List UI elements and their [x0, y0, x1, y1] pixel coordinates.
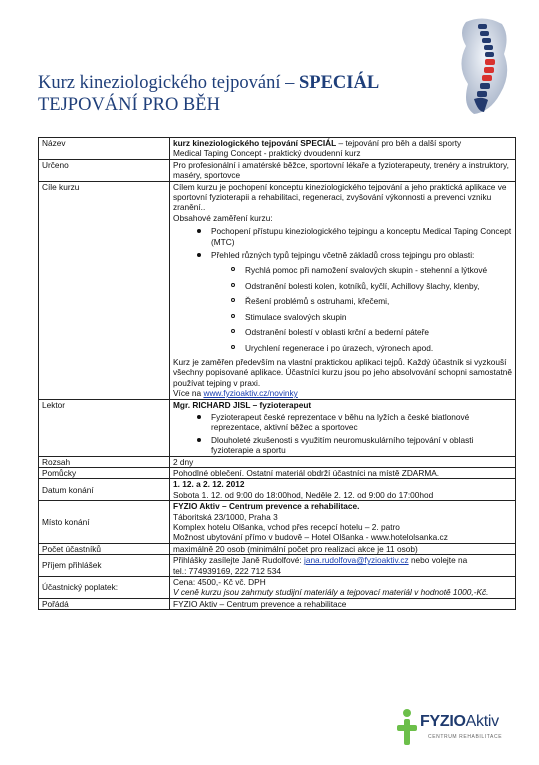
- label-datum: Datum konání: [39, 479, 170, 501]
- cile-obsah-title: Obsahové zaměření kurzu:: [173, 212, 273, 223]
- label-cile: Cíle kurzu: [39, 181, 170, 399]
- value-rozsah: 2 dny: [170, 456, 516, 467]
- label-rozsah: Rozsah: [39, 456, 170, 467]
- lektor-bullet-1: Fyzioterapeut české reprezentace v běhu na lyžích a české biatlonové reprezentace, aktivní běžec a sportovec: [173, 412, 512, 433]
- value-poplatek: [170, 577, 516, 599]
- cile-sub-5: Odstranění bolestí v oblasti krční a bederní páteře: [173, 327, 512, 337]
- value-pocet: maximálně 20 osob (minimální počet pro realizaci akce je 11 osob): [170, 543, 516, 554]
- lektor-name: Mgr. RICHARD JISL – fyzioterapeut: [173, 399, 312, 410]
- row-porada: [39, 598, 516, 609]
- spine-illustration: [444, 14, 524, 116]
- cile-bullet-1: Pochopení přístupu kineziologického tejpingu a konceptu Medical Taping Concept (MTC): [173, 226, 512, 247]
- email-link[interactable]: jana.rudolfova@fyzioaktiv.cz: [303, 555, 409, 566]
- label-urceno: Určeno: [39, 159, 170, 181]
- row-prijem: [39, 555, 516, 577]
- label-nazev: Název: [39, 138, 170, 160]
- cile-sub-4: Stimulace svalových skupin: [173, 312, 512, 322]
- cile-sub-3: Řešení problémů s ostruhami, křečemi,: [173, 296, 512, 306]
- row-pocet: [39, 543, 516, 554]
- nazev-line2: Medical Taping Concept - praktický dvoudenní kurz: [173, 148, 361, 159]
- datum-line2: Sobota 1. 12. od 9:00 do 18:00hod, Neděle 2. 12. od 9:00 do 17:00hod: [173, 489, 434, 500]
- row-cile: [39, 181, 516, 399]
- label-lektor: Lektor: [39, 399, 170, 456]
- novinky-link[interactable]: www.fyzioaktiv.cz/novinky: [203, 388, 298, 399]
- cile-sub-6: Urychlení regenerace i po úrazech, výronech apod.: [173, 343, 512, 353]
- value-nazev: [170, 138, 516, 160]
- cile-sublist: [173, 265, 512, 352]
- label-prijem: Příjem přihlášek: [39, 555, 170, 577]
- misto-line3: Komplex hotelu Olšanka, vchod přes recepcí hotelu – 2. patro: [173, 522, 400, 532]
- cile-closing: Kurz je zaměřen především na vlastní praktickou aplikaci tejpů. Každý účastník si vyzkouší všechny popisované aplikace. Účastníci kurzu jsou po jeho absolvování schopni samostatně používat tejping v praxi.: [173, 356, 512, 388]
- row-urceno: [39, 159, 516, 181]
- row-misto: [39, 501, 516, 544]
- label-misto: Místo konání: [39, 501, 170, 544]
- cile-more: [173, 388, 512, 398]
- cile-more-prefix: Více na: [173, 388, 204, 399]
- logo-subtitle: CENTRUM REHABILITACE: [428, 734, 503, 740]
- cile-sub-1: Rychlá pomoc při namožení svalových skupin - stehenní a lýtkové: [173, 265, 512, 275]
- value-datum: [170, 479, 516, 501]
- cile-intro: Cílem kurzu je pochopení konceptu kineziologického tejpování a jeho praktická aplikace ve sportovní fyzioterapii a rehabilitaci, regeneraci, zvyšování výkonnosti a prevenci vzniku zranění..: [173, 181, 507, 213]
- course-title-bold: SPECIÁL: [298, 73, 380, 93]
- lektor-list: [173, 412, 512, 456]
- misto-bold: FYZIO Aktiv – Centrum prevence a rehabilitace.: [173, 501, 360, 512]
- logo-brand-bold: FYZIO: [420, 713, 466, 730]
- row-poplatek: [39, 577, 516, 599]
- course-subtitle: TEJPOVÁNÍ PRO BĚH: [38, 95, 220, 115]
- row-nazev: [39, 138, 516, 160]
- label-porada: Pořádá: [39, 598, 170, 609]
- value-prijem: [170, 555, 516, 577]
- row-pomucky: [39, 467, 516, 478]
- value-urceno: Pro profesionální i amatérské běžce, sportovní lékaře a fyzioterapeuty, trenéry a instruktory, maséry, sportovce: [170, 159, 516, 181]
- value-pomucky: Pohodlné oblečení. Ostatní materiál obdrží účastníci na místě ZDARMA.: [170, 467, 516, 478]
- row-lektor: [39, 399, 516, 456]
- poplatek-line1: Cena: 4500,- Kč vč. DPH: [173, 577, 266, 588]
- nazev-text: – tejpování pro běh a další sporty: [336, 138, 462, 148]
- prijem-line2: tel.: 774939169, 222 712 534: [173, 565, 281, 576]
- cile-sub-2: Odstranění bolesti kolen, kotníků, kyčlí, Achillovy šlachy, klenby,: [173, 281, 512, 291]
- label-pomucky: Pomůcky: [39, 467, 170, 478]
- row-datum: [39, 479, 516, 501]
- cile-bullet-2: [173, 250, 512, 260]
- logo-cross-icon: [396, 708, 418, 748]
- datum-bold: 1. 12. a 2. 12. 2012: [173, 479, 245, 490]
- course-title: [38, 72, 398, 94]
- cile-list: [173, 226, 512, 260]
- label-poplatek: Účastnický poplatek:: [39, 577, 170, 599]
- nazev-bold: kurz kineziologického tejpování SPECIÁL: [173, 138, 337, 148]
- poplatek-italic: V ceně kurzu jsou zahrnuty studijní materiály a tejpovací materiál v hodnotě 1000,-Kč.: [173, 587, 489, 598]
- document-header: [38, 72, 398, 116]
- logo-brand: [420, 713, 499, 731]
- lektor-bullet-2: Dlouholeté zkušenosti s využitím neuromuskulárního tejpování v oblasti fyzioterapie a sportu: [173, 435, 512, 456]
- value-cile: [170, 181, 516, 399]
- value-misto: [170, 501, 516, 544]
- course-info-table: [38, 137, 516, 610]
- course-title-main: Kurz kineziologického tejpování –: [38, 73, 299, 93]
- misto-line2: Táboritská 23/1000, Praha 3: [173, 511, 278, 522]
- value-lektor: [170, 399, 516, 456]
- logo-brand-light: Aktiv: [465, 713, 499, 730]
- row-rozsah: [39, 456, 516, 467]
- label-pocet: Počet účastníků: [39, 543, 170, 554]
- value-porada: FYZIO Aktiv – Centrum prevence a rehabilitace: [170, 598, 516, 609]
- cile-bullet-2-text: Přehled různých typů tejpingu včetně základů cross tejpingu pro oblasti:: [211, 250, 475, 261]
- prijem-prefix: Přihlášky zasílejte Janě Rudolfové:: [173, 555, 304, 566]
- fyzioaktiv-logo: [396, 706, 526, 750]
- prijem-suffix: nebo volejte na: [408, 555, 468, 566]
- misto-line4: Možnost ubytování přímo v budově – Hotel Olšanka - www.hotelolsanka.cz: [173, 532, 448, 543]
